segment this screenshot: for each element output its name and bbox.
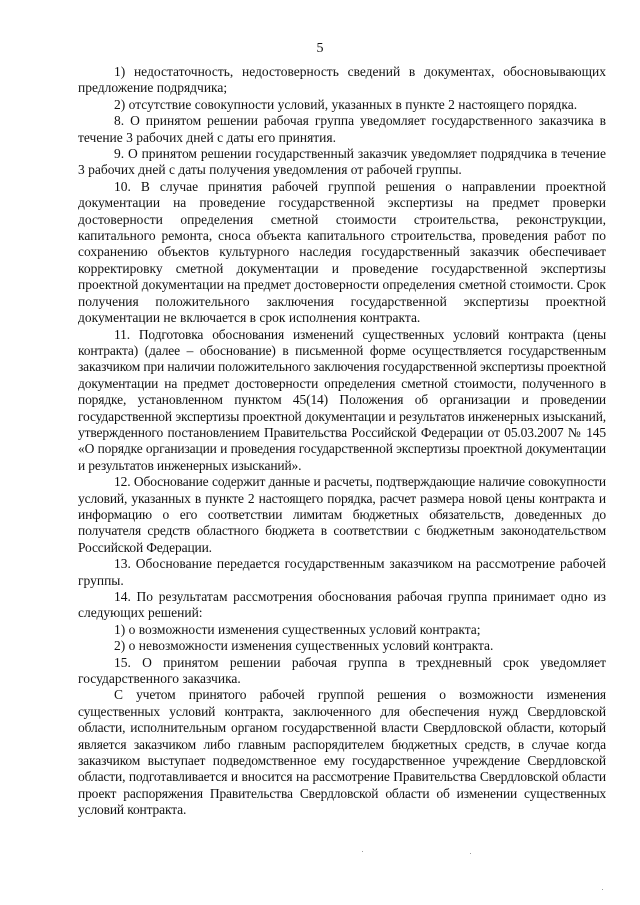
paragraph-item-14: 14. По результатам рассмотрения обоснования рабочая группа принимает одно из следующих решений: [78, 589, 606, 621]
paragraph-item-13: 13. Обоснование передается государственным заказчиком на рассмотрение рабочей группы. [78, 556, 606, 588]
paragraph-decision-2: 2) о невозможности изменения существенных условий контракта. [114, 638, 494, 654]
paragraph-item-8: 8. О принятом решении рабочая группа уведомляет государственного заказчика в течение 3 рабочих дней с даты его принятия. [78, 113, 606, 145]
paragraph-decision-1: 1) о возможности изменения существенных условий контракта; [114, 621, 481, 637]
paragraph-item-9: 9. О принятом решении государственный заказчик уведомляет подрядчика в течение 3 рабочих дней с даты получения уведомления от рабочей группы. [78, 146, 606, 178]
paragraph-item-11: 11. Подготовка обоснования изменений существенных условий контракта (цены контракта) (далее – обоснование) в письменной форме осуществляется государственным заказчиком при наличии положительного заключения государственной экспертизы проектной документации на предмет достоверности определения сметной стоимости, полученного в порядке, установленном пунктом 45(14) Положения об организации и проведении государственной экспертизы проектной документации и результатов инженерных изысканий, утвержденного постановлением Правительства Российской Федерации от 05.03.2007 № 145 «О порядке организации и проведения государственной экспертизы проектной документации и результатов инженерных изысканий». [78, 326, 607, 473]
paragraph-final: С учетом принятого рабочей группой решения о возможности изменения существенных условий контракта, заключенного для обеспечения нужд Свердловской области, исполнительным органом государственной власти Свердловской области, который является заказчиком либо главным распорядителем бюджетных средств, в случае когда заказчиком выступает подведомственное ему государственное учреждение Свердловской области, подготавливается и вносится на рассмотрение Правительства Свердловской области проект распоряжения Правительства Свердловской области об изменении существенных условий контракта. [78, 687, 606, 818]
paragraph-reason-1: 1) недостаточность, недостоверность сведений в документах, обосновывающих предложение подрядчика; [78, 64, 606, 96]
paragraph-item-10: 10. В случае принятия рабочей группой решения о направлении проектной документации на проведение государственной экспертизы на предмет проверки достоверности определения сметной стоимости строительства, реконструкции, капитального ремонта, сноса объекта капитального строительства, проведения работ по сохранению объектов культурного наследия государственный заказчик обеспечивает корректировку сметной документации и проведение государственной экспертизы проектной документации на предмет достоверности определения сметной стоимости. Срок получения положительного заключения государственной экспертизы проектной документации не включается в срок исполнения контракта. [78, 178, 606, 326]
page-number: 5 [316, 41, 324, 56]
paragraph-reason-2: 2) отсутствие совокупности условий, указанных в пункте 2 настоящего порядка. [114, 96, 578, 112]
paragraph-item-15: 15. О принятом решении рабочая группа в трехдневный срок уведомляет государственного заказчика. [78, 654, 606, 687]
document-body [78, 64, 606, 819]
paragraph-item-12: 12. Обоснование содержит данные и расчеты, подтверждающие наличие совокупности условий, указанных в пункте 2 настоящего порядка, расчет размера новой цены контракта и информацию о его соответствии лимитам бюджетных обязательств, доведенных до получателя средств областного бюджета в соответствии с бюджетным законодательством Российской Федерации. [78, 474, 606, 555]
